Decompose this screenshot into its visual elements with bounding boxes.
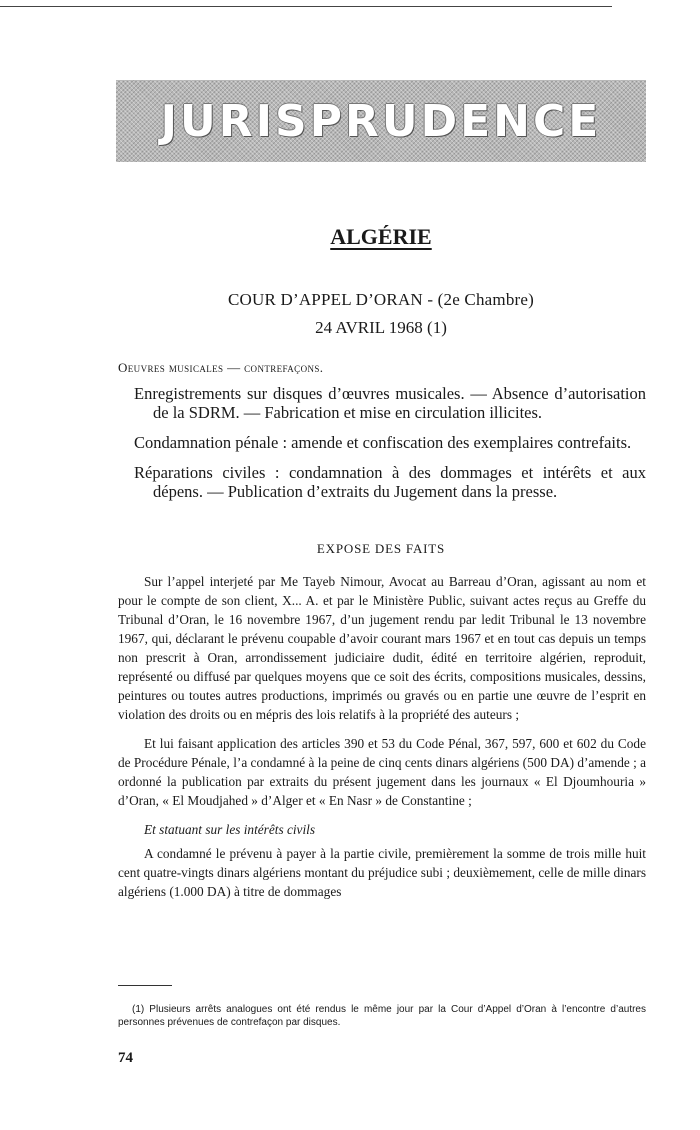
paragraph: A condamné le prévenu à payer à la partie civile, premièrement la somme de trois mille huit cent quatre-vingts dinars algériens montant du préjudice subi ; deuxièmement, celle de mille dinars algériens (1.000 DA) à titre de dommages <box>118 846 646 899</box>
summary-points <box>118 384 646 512</box>
summary-point: Enregistrements sur disques d’œuvres musicales. — Absence d’autorisation de la SDRM. — Fabrication et mise en circulation illicites. <box>134 384 646 422</box>
footnote-rule <box>118 985 172 986</box>
top-rule <box>0 6 612 7</box>
country-title: ALGÉRIE <box>330 224 432 249</box>
paragraph: Sur l’appel interjeté par Me Tayeb Nimour, Avocat au Barreau d’Oran, agissant au nom et pour le compte de son client, X... A. et par le Ministère Public, suivant actes reçus au Greffe du Tribunal d’Oran, le 16 novembre 1967, d’un jugement rendu par ledit Tribunal le 13 novembre 1967, qui, déclarant le prévenu coupable d’avoir courant mars 1967 et en tout cas depuis un temps non prescrit à Oran, arrondissement judiciaire dudit, édité en territoire algérien, reproduit, représenté ou diffusé par quelques moyens que ce soit des écrits, compositions musicales, dessins, peintures ou toutes autres productions, imprimés ou gravés ou en partie une œuvre de l’esprit en violation des droits ou en mépris des lois relatifs à la propriété des auteurs ; <box>118 574 646 722</box>
section-banner <box>116 80 646 162</box>
subject-heading: Oeuvres musicales — contrefaçons. <box>118 360 324 375</box>
body-text <box>118 572 646 911</box>
banner-title: JURISPRUDENCE <box>160 95 602 147</box>
footnote: (1) Plusieurs arrêts analogues ont été rendus le même jour par la Cour d’Appel d’Oran à l’encontre d’autres personnes prévenues de contrefaçon par disques. <box>118 1004 646 1028</box>
italic-heading: Et statuant sur les intérêts civils <box>144 822 316 837</box>
summary-point: Condamnation pénale : amende et confiscation des exemplaires contrefaits. <box>134 433 632 452</box>
section-title: EXPOSE DES FAITS <box>316 541 446 556</box>
court-name: COUR D’APPEL D’ORAN - (2e Chambre) <box>228 290 534 309</box>
summary-point: Réparations civiles : condamnation à des dommages et intérêts et aux dépens. — Publication d’extraits du Jugement dans la presse. <box>134 463 646 501</box>
judgment-date: 24 AVRIL 1968 (1) <box>315 318 447 337</box>
paragraph: Et lui faisant application des articles 390 et 53 du Code Pénal, 367, 597, 600 et 602 du Code de Procédure Pénale, l’a condamné à la peine de cinq cents dinars algériens (500 DA) d’amende ; a ordonné la publication par extraits du présent jugement dans les journaux « El Djoumhouria » d’Oran, « El Moudjahed » d’Alger et « En Nasr » de Constantine ; <box>118 736 646 808</box>
page-number: 74 <box>118 1050 133 1066</box>
